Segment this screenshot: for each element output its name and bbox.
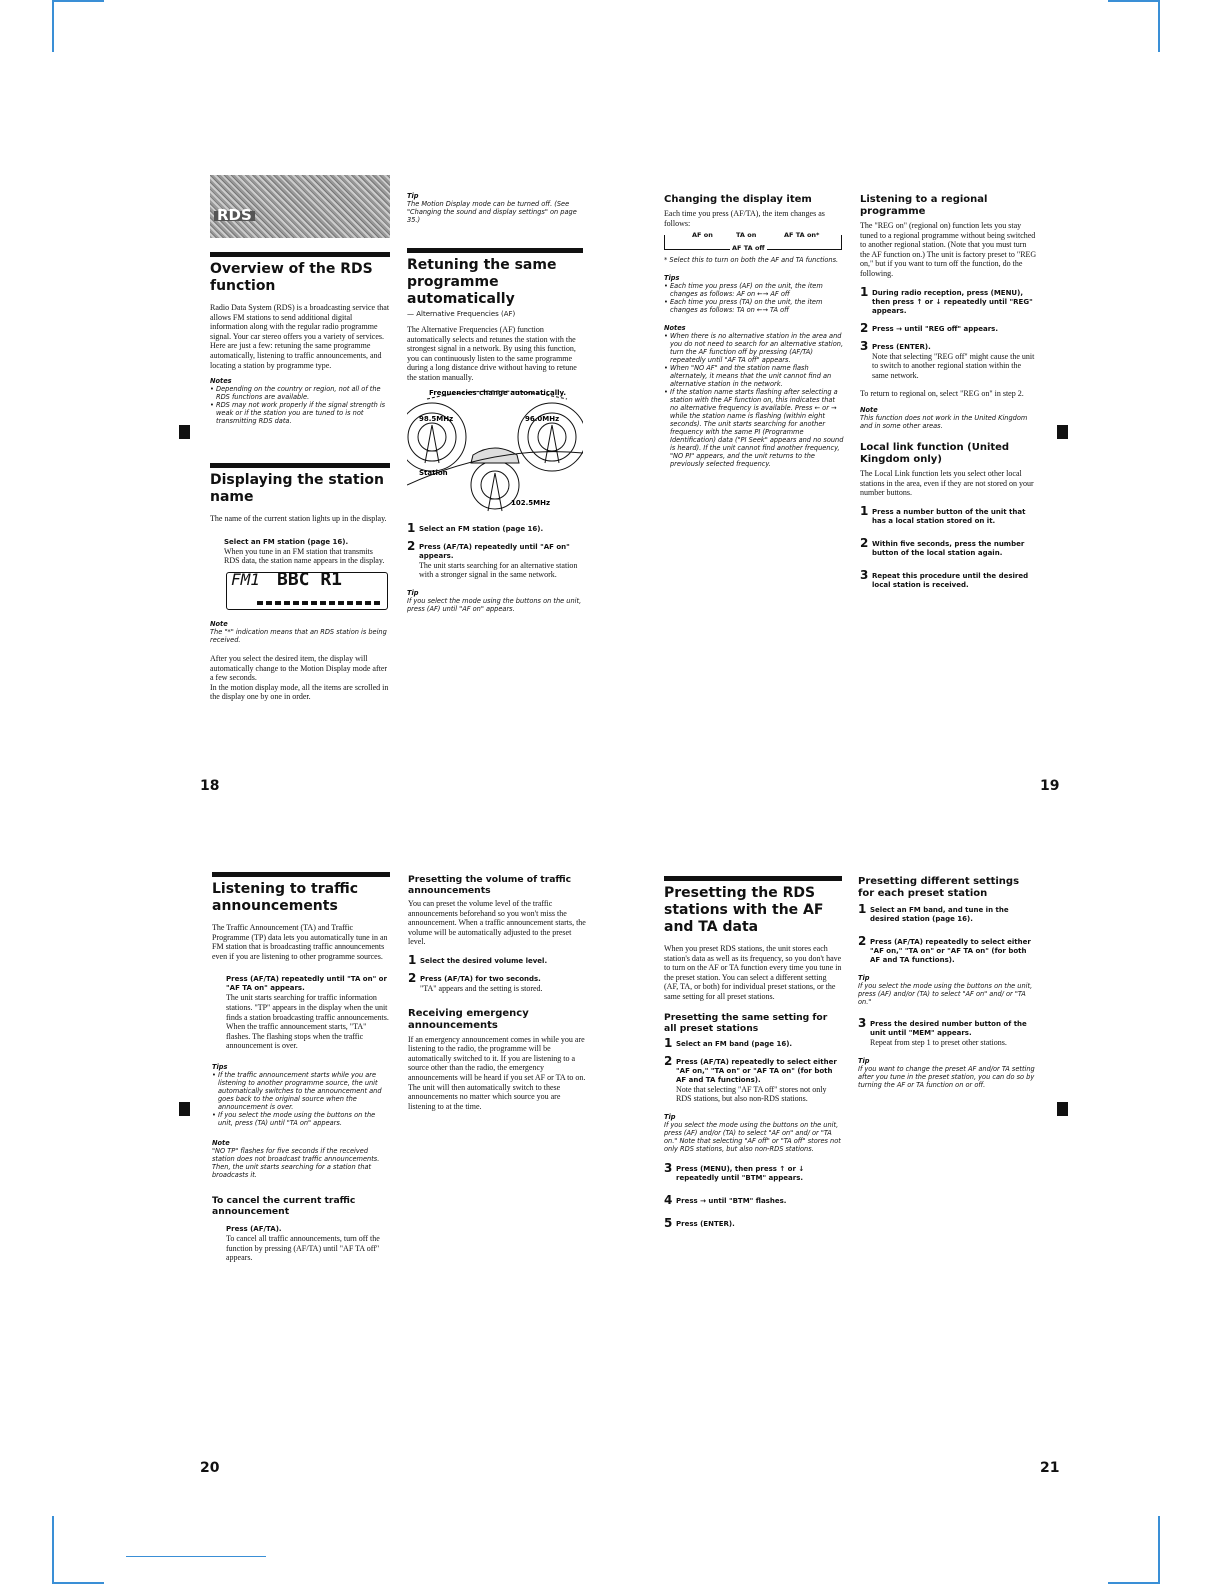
note-label: Note [210, 619, 228, 628]
step-heading: Press (AF/TA) repeatedly until "TA on" or "AF TA on" appears. [226, 975, 387, 993]
page-marker [1057, 425, 1068, 439]
p20-left-column [212, 872, 390, 1263]
step-text: Repeat from step 1 to preset other stations. [870, 1038, 1007, 1047]
same-setting-title: Presetting the same setting for all preset stations [664, 1011, 828, 1034]
step-heading: Press (AF/TA). [226, 1224, 282, 1233]
note-text: "NO TP" flashes for five seconds if the received station does not broadcast traffic announcements. Then, the unit starts searching for a station that broadcasts it. [212, 1146, 380, 1179]
flow-item: AF TA on* [784, 231, 820, 240]
note-label: Note [212, 1138, 230, 1147]
crop-mark [1108, 0, 1160, 2]
p21-left-column [664, 876, 842, 1238]
step-heading: Press (MENU), then press ↑ or ↓ repeatedly until "BTM" appears. [676, 1164, 805, 1182]
flow-item: AF TA off [732, 244, 765, 253]
step-heading: Repeat this procedure until the desired local station is received. [872, 571, 1029, 589]
note-text: The "*" indication means that an RDS station is being received. [210, 627, 387, 644]
note-item: • RDS may not work properly if the signal strength is weak or if the station you are tuned to is not transmitting RDS data. [210, 401, 390, 425]
flow-item: AF on [692, 231, 713, 240]
change-display-body: Each time you press (AF/TA), the item changes as follows: [664, 209, 825, 228]
section-rule [210, 463, 390, 468]
crop-mark [52, 1516, 54, 1584]
step-number: 1 [408, 952, 417, 967]
step-heading: Press the desired number button of the unit until "MEM" appears. [870, 1020, 1027, 1037]
preset-rds-body: When you preset RDS stations, the unit stores each station's data as well as its frequency, so you don't have to turn on the AF or TA function every time you tune in the preset station. You can select a different setting (AF, TA, or both) for individual preset stations, or the same setting for all preset stations. [664, 944, 842, 1001]
p20-right-column [408, 874, 586, 1118]
freq-label-1: 98.5MHz [419, 414, 454, 423]
step-text: The unit starts searching for an alternative station with a stronger signal in the same network. [419, 560, 578, 580]
diagram-caption: Frequencies change automatically. [429, 388, 567, 397]
footer-line [126, 1556, 266, 1557]
step-number: 1 [858, 902, 867, 916]
p18-right-column [407, 192, 583, 613]
step-heading: Select an FM station (page 16). [419, 524, 544, 533]
step-heading: Press (AF/TA) repeatedly to select either "AF on," "TA on" or "AF TA on" (for both AF and TA functions). [870, 938, 1031, 964]
section-rule [407, 248, 583, 253]
step-text: The unit starts searching for traffic information stations. "TP" appears in the display when the unit finds a station broadcasting traffic announcements. When the traffic announcement starts, "TA" flashes. The flashing stops when the traffic announcement is over. [226, 993, 389, 1051]
step-number: 3 [858, 1016, 867, 1030]
after-text: After you select the desired item, the display will automatically change to the Motion Display mode after a few seconds. [210, 653, 388, 683]
tip-label: Tip [664, 1112, 676, 1121]
tip-item: • If you select the mode using the buttons on the unit, press (TA) until "TA on" appears. [212, 1111, 390, 1127]
step-number: 2 [860, 320, 869, 335]
step-heading: Press (ENTER). [676, 1219, 735, 1228]
display-flow [664, 231, 844, 253]
step-number: 4 [664, 1192, 673, 1207]
overview-title: Overview of the RDS function [210, 261, 373, 294]
cancel-title: To cancel the current traffic announcement [212, 1194, 356, 1217]
note-item: • When there is no alternative station in the area and you do not need to search for an alternative station, turn the AF function off by pressing (AF/TA) repeatedly until "AF TA off" appears. [664, 332, 844, 364]
step-heading: Select the desired volume level. [420, 956, 548, 965]
rds-banner-text: RDS [214, 211, 255, 221]
overview-body: Radio Data System (RDS) is a broadcasting service that allows FM stations to send additional digital information along with the regular radio programme signal. Your car stereo offers you a variety of services. Here are just a few: retuning the same programme automatically, listening to traffic announcements, and locating a station by programme type. [210, 303, 390, 370]
step-text: Note that selecting "REG off" might cause the unit to switch to another regional station within the same network. [872, 351, 1035, 380]
tip-text: If you select the mode using the buttons on the unit, press (AF) and/or (TA) to select "AF on" and/ or "TA on." [858, 982, 1033, 1006]
emergency-title: Receiving emergency announcements [408, 1007, 529, 1031]
tips-label: Tips [212, 1062, 228, 1071]
note-item: • If the station name starts flashing after selecting a station with the AF function on, this indicates that no alternative frequency is available. Press ← or → while the station name is flashing (within eight seconds). The unit starts searching for another frequency with the same PI (Programme Identification) data ("PI Seek" appears and no sound is heard). If the unit cannot find another frequency, "NO PI" appears, and the unit returns to the previously selected frequency. [664, 388, 844, 468]
different-title: Presetting different settings for each preset station [858, 876, 1020, 899]
crop-mark [52, 0, 104, 2]
section-rule [210, 252, 390, 257]
page-marker [179, 1102, 190, 1116]
tower-icon [545, 425, 559, 463]
emergency-body: If an emergency announcement comes in while you are listening to the radio, the programme will be automatically switched to it. If you are listening to a source other than the radio, the emergency announcements will be heard if you set AF or TA to on. The unit will then automatically switch to these announcements no matter which source you are listening to at the time. [408, 1034, 586, 1111]
traffic-title: Listening to traffic announcements [212, 881, 359, 914]
tip-text: The Motion Display mode can be turned off. (See "Changing the sound and display settings" on page 35.) [407, 200, 577, 224]
p21-right-column [858, 876, 1038, 1089]
tower-icon [488, 473, 502, 511]
freq-label-2: 96.0MHz [525, 414, 560, 423]
change-display-title: Changing the display item [664, 194, 812, 205]
step-heading: Press (AF/TA) repeatedly to select either "AF on," "TA on" or "AF TA on" (for both AF and TA functions). [676, 1057, 837, 1084]
step-number: 2 [858, 934, 867, 948]
note-item: • When "NO AF" and the station name flash alternately, it means that the unit cannot find an alternative station in the network. [664, 364, 844, 388]
station-label: Station [419, 468, 448, 477]
step-number: 2 [664, 1053, 673, 1068]
tips-label: Tips [664, 274, 680, 283]
step-text: To cancel all traffic announcements, turn off the function by pressing (AF/TA) until "AF TA off" appears. [226, 1233, 380, 1263]
lcd-band: FM1 [231, 569, 260, 589]
page-number: 21 [1040, 1460, 1060, 1476]
footnote: * Select this to turn on both the AF and TA functions. [664, 256, 839, 265]
step-number: 2 [860, 535, 869, 550]
step-heading: Press (ENTER). [872, 342, 931, 351]
page-marker [1057, 1102, 1068, 1116]
notes-label: Notes [664, 324, 686, 333]
preset-volume-body: You can preset the volume level of the traffic announcements beforehand so you won't miss the announcement. When a traffic announcement starts, the volume will be automatically adjusted to the preset level. [408, 899, 586, 947]
step-text: When you tune in an FM station that transmits RDS data, the station name appears in the display. [224, 546, 385, 566]
preset-rds-title: Presetting the RDS stations with the AF and TA data [664, 885, 824, 935]
retune-subtitle: — Alternative Frequencies (AF) [407, 310, 516, 318]
step-text: Note that selecting "AF TA off" stores not only RDS stations, but also non-RDS stations. [676, 1084, 827, 1104]
step-number: 3 [860, 338, 869, 353]
page-number: 18 [200, 778, 220, 794]
crop-mark [52, 0, 54, 52]
step-number: 1 [860, 503, 869, 518]
crop-mark [1158, 1516, 1160, 1584]
section-rule [664, 876, 842, 881]
step-number: 3 [664, 1160, 673, 1175]
step-heading: Press → until "REG off" appears. [872, 324, 999, 333]
tip-item: • If the traffic announcement starts while you are listening to another programme source, the unit automatically switches to the announcement and goes back to the original source when the announcement is over. [212, 1071, 390, 1111]
lcd-level-bar [257, 601, 381, 605]
tower-icon [425, 425, 439, 463]
tip-label: Tip [858, 974, 870, 982]
step-heading: Select an FM band, and tune in the desired station (page 16). [870, 906, 1009, 923]
step-number: 1 [664, 1035, 673, 1050]
step-number: 1 [860, 284, 869, 299]
step-heading: Within five seconds, press the number button of the local station again. [872, 539, 1025, 557]
step-heading: During radio reception, press (MENU), then press ↑ or ↓ repeatedly until "REG" appears. [872, 288, 1033, 315]
step-number: 2 [407, 538, 416, 553]
tip-label: Tip [407, 588, 419, 597]
retune-title: Retuning the same programme automatically [407, 257, 557, 307]
regional-return: To return to regional on, select "REG on" in step 2. [860, 389, 1024, 399]
preset-volume-title: Presetting the volume of traffic announcements [408, 874, 572, 896]
display-name-body: The name of the current station lights up in the display. [210, 514, 387, 524]
step-heading: Press → until "BTM" flashes. [676, 1196, 787, 1205]
step-number: 5 [664, 1215, 673, 1230]
local-link-title: Local link function (United Kingdom only) [860, 441, 1010, 465]
note-text: This function does not work in the United Kingdom and in some other areas. [860, 413, 1028, 430]
tip-text: If you select the mode using the buttons on the unit, press (AF) until "AF on" appears. [407, 596, 582, 613]
tip-label: Tip [858, 1056, 870, 1065]
af-diagram [407, 385, 583, 517]
step-number: 1 [407, 520, 416, 535]
regional-title: Listening to a regional programme [860, 194, 988, 217]
rds-banner [210, 175, 390, 238]
tip-text: If you want to change the preset AF and/or TA setting after you tune in the preset station, you can do so by turning the AF or TA function on or off. [858, 1064, 1035, 1089]
display-name-title: Displaying the station name [210, 472, 384, 506]
regional-body: The "REG on" (regional on) function lets you stay tuned to a regional programme without being switched to another regional station. (Note that you must turn the AF function on.) The unit is factory preset to "REG on," but if you want to turn off the function, do the following. [860, 221, 1037, 278]
note-item: • Depending on the country or region, not all of the RDS functions are available. [210, 385, 390, 401]
step-heading: Select an FM band (page 16). [676, 1039, 793, 1048]
step-heading: Press (AF/TA) repeatedly until "AF on" appears. [419, 542, 570, 560]
notes-label: Notes [210, 377, 232, 386]
tip-text: If you select the mode using the buttons on the unit, press (AF) and/or (TA) to select "AF on" and/ or "TA on." Note that selecting "AF off" or "TA off" stores not only RDS stations, but also non-RDS stations. [664, 1120, 841, 1153]
flow-item: TA on [736, 231, 757, 240]
step-heading: Press (AF/TA) for two seconds. [420, 974, 541, 983]
step-text: "TA" appears and the setting is stored. [420, 983, 543, 993]
section-rule [212, 872, 390, 877]
local-link-body: The Local Link function lets you select other local stations in the area, even if they are not stored on your number buttons. [860, 468, 1034, 498]
step-heading: Press a number button of the unit that has a local station stored on it. [872, 507, 1026, 525]
freq-label-3: 102.5MHz [511, 498, 551, 507]
tip-label: Tip [407, 192, 419, 200]
lcd-display [226, 568, 388, 610]
note-label: Note [860, 405, 878, 414]
step-heading: Select an FM station (page 16). [224, 537, 349, 546]
tip-item: • Each time you press (AF) on the unit, the item changes as follows: AF on ←→ AF off [664, 282, 844, 298]
after-text-2: In the motion display mode, all the items are scrolled in the display one by one in order. [210, 682, 389, 702]
page-marker [179, 425, 190, 439]
step-number: 3 [860, 567, 869, 582]
traffic-body: The Traffic Announcement (TA) and Traffic Programme (TP) data lets you automatically tune in an FM station that is broadcasting traffic announcements even if you are listening to other programme sources. [212, 923, 388, 961]
retune-body: The Alternative Frequencies (AF) function automatically selects and retunes the station with the strongest signal in a network. By using this function, you can continuously listen to the same programme during a long distance drive without having to retune the station manually. [407, 325, 577, 382]
p19-right-column [860, 194, 1038, 599]
page-number: 19 [1040, 778, 1060, 794]
step-number: 2 [408, 970, 417, 985]
lcd-station-name: BBC R1 [277, 568, 343, 590]
p18-left-column [210, 175, 390, 702]
page-number: 20 [200, 1460, 220, 1476]
p19-left-column [664, 194, 844, 468]
crop-mark [1158, 0, 1160, 52]
tip-item: • Each time you press (TA) on the unit, the item changes as follows: TA on ←→ TA off [664, 298, 844, 314]
